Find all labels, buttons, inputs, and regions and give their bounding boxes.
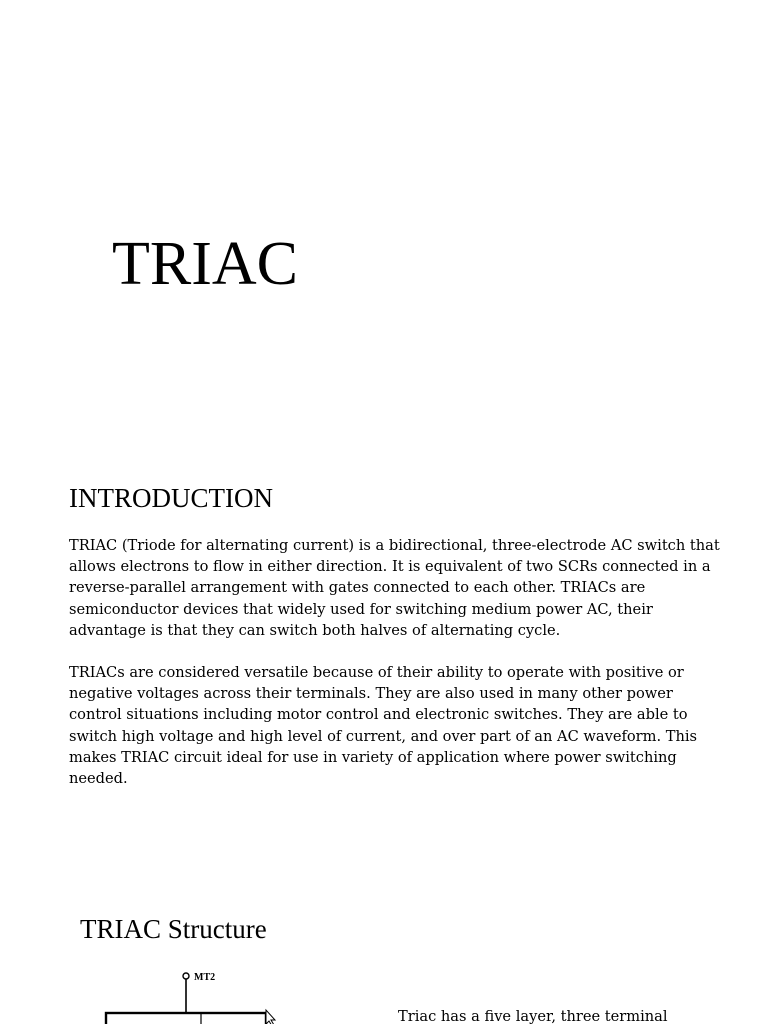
introduction-paragraph-2: TRIACs are considered versatile because of their ability to operate with positive or negative voltages across their terminals. They are also used in many other power control situations including motor control and electronic switches. They are able to switch high voltage and high level of current, and over part of an AC waveform. This makes TRIAC circuit ideal for use in variety of application where power switching needed.: [69, 664, 698, 788]
structure-description-text: Triac has a five layer, three terminal: [398, 1008, 668, 1025]
cursor-arrow-icon: [266, 1010, 275, 1024]
triac-structure-diagram: [100, 966, 290, 1024]
mt2-terminal-node: [183, 973, 189, 979]
structure-heading: TRIAC Structure: [80, 914, 267, 944]
document-title: TRIAC: [112, 230, 298, 298]
layer-structure-outline: [106, 1013, 266, 1024]
introduction-paragraph-1: TRIAC (Triode for alternating current) is a bidirectional, three-electrode AC switch that allows electrons to flow in either direction. It is equivalent of two SCRs connected in a reverse-parallel arrangement with gates connected to each other. TRIACs are semiconductor devices that widely used for switching medium power AC, their advantage is that they can switch both halves of alternating cycle.: [69, 537, 720, 639]
introduction-heading: INTRODUCTION: [69, 483, 273, 513]
mt2-terminal-label: MT2: [194, 972, 216, 983]
